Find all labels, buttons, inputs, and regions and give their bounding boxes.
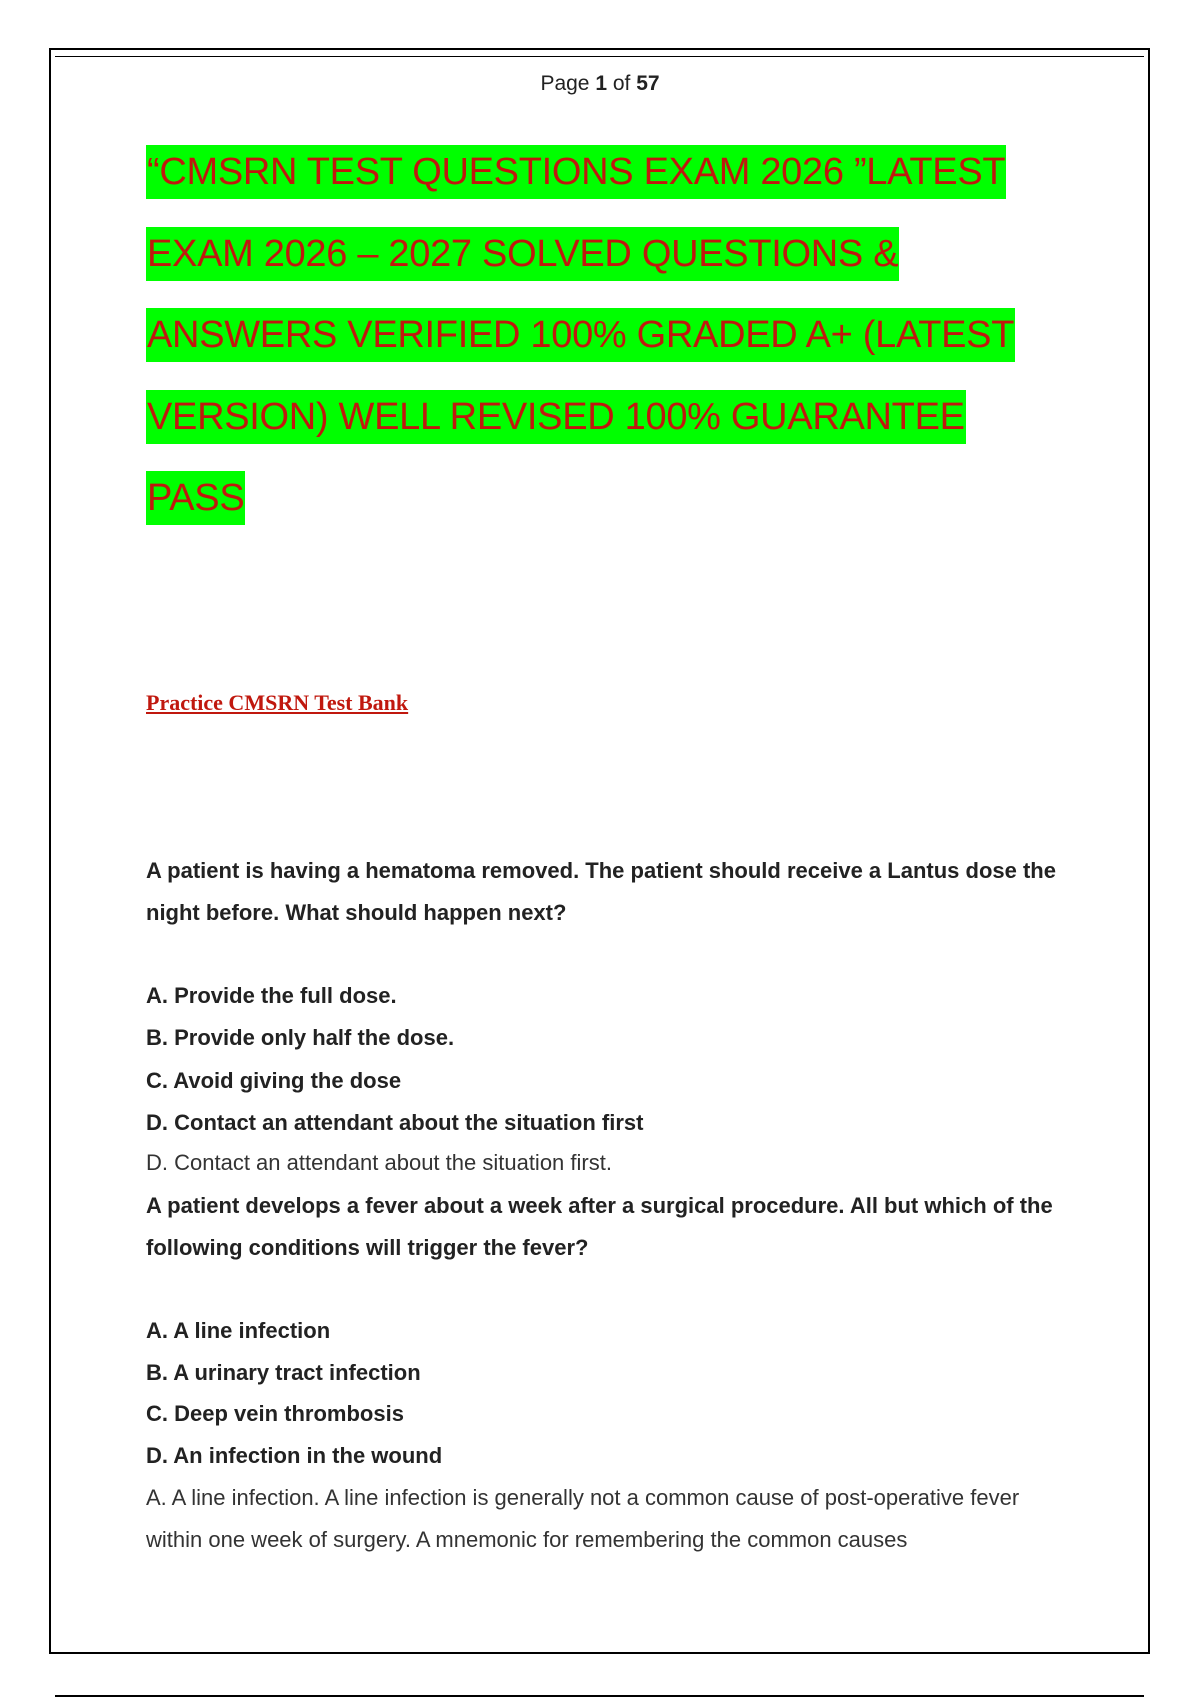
header-rule <box>55 56 1144 57</box>
question-1-option-c: C. Avoid giving the dose <box>146 1068 402 1093</box>
title-line: VERSION) WELL REVISED 100% GUARANTEE <box>146 390 966 444</box>
title-line: ANSWERS VERIFIED 100% GRADED A+ (LATEST <box>146 308 1015 362</box>
page-total: 57 <box>636 72 660 95</box>
question-2-option-c: C. Deep vein thrombosis <box>146 1401 404 1426</box>
footer-rule <box>55 1695 1144 1697</box>
question-1-option-b: B. Provide only half the dose. <box>146 1025 455 1050</box>
title-line: “CMSRN TEST QUESTIONS EXAM 2026 ”LATEST <box>146 145 1006 199</box>
question-1-answer: D. Contact an attendant about the situation first. <box>146 1150 612 1175</box>
question-1-text: A patient is having a hematoma removed. The patient should receive a Lantus dose the night before. What should happen next? <box>146 858 1056 925</box>
title-line: EXAM 2026 – 2027 SOLVED QUESTIONS & <box>146 227 899 281</box>
page-of-label: of <box>607 72 637 95</box>
question-2-answer: A. A line infection. A line infection is generally not a common cause of post-operative fever within one week of surgery. A mnemonic for remembering the common causes <box>146 1485 1020 1552</box>
document-title <box>146 145 1066 553</box>
page-current: 1 <box>595 72 608 95</box>
question-2-option-b: B. A urinary tract infection <box>146 1360 421 1385</box>
section-heading-link[interactable]: Practice CMSRN Test Bank <box>146 690 409 715</box>
question-2-option-d: D. An infection in the wound <box>146 1443 443 1468</box>
page-label: Page <box>540 72 596 95</box>
question-2-option-a: A. A line infection <box>146 1318 331 1343</box>
question-1-option-d: D. Contact an attendant about the situation first <box>146 1110 644 1135</box>
question-1-option-a: A. Provide the full dose. <box>146 983 397 1008</box>
title-line: PASS <box>146 471 245 525</box>
page-number <box>0 72 1200 96</box>
question-2-text: A patient develops a fever about a week after a surgical procedure. All but which of the following conditions will trigger the fever? <box>146 1193 1053 1260</box>
